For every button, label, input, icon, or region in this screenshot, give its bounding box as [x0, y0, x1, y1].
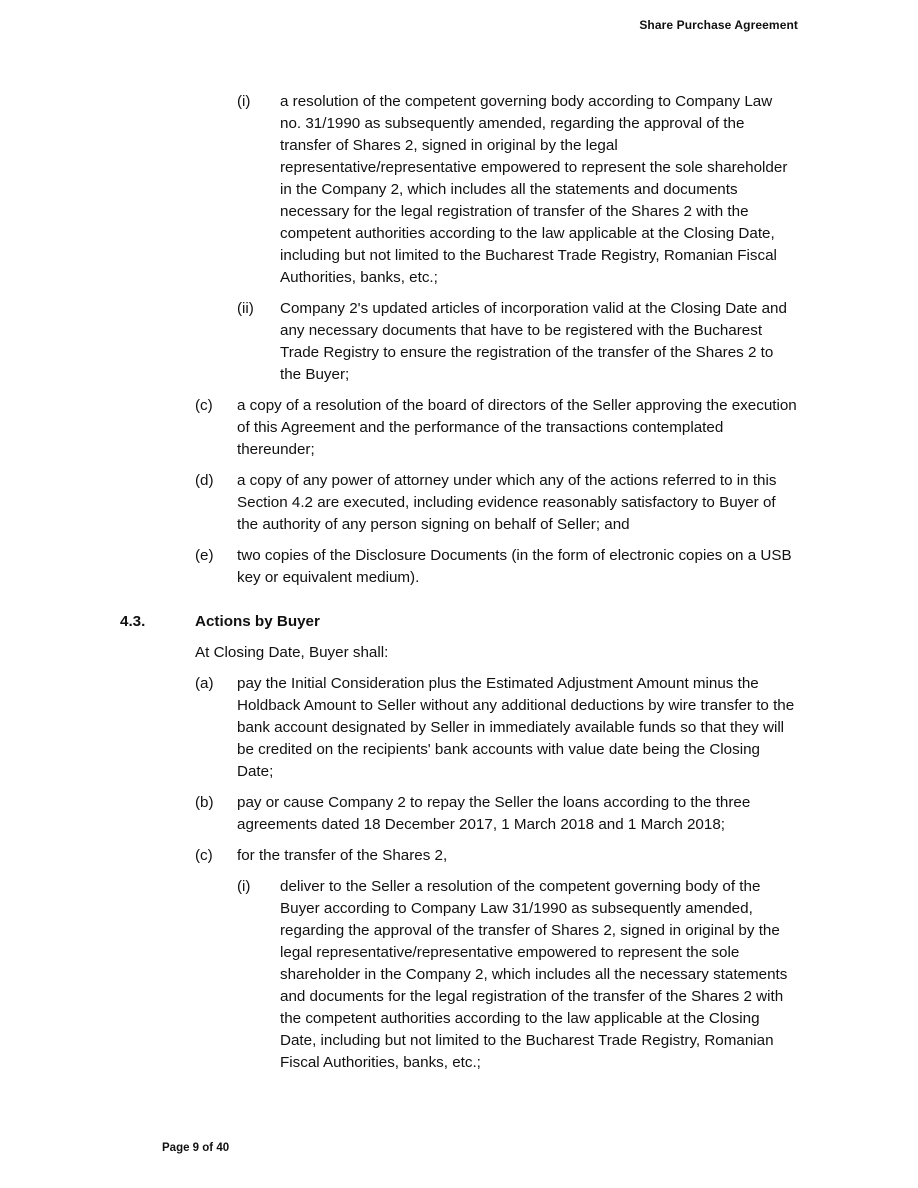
item-label: (e): [195, 547, 214, 564]
item-label: (a): [195, 675, 214, 692]
list-item: [195, 845, 800, 867]
item-text: for the transfer of the Shares 2,: [237, 847, 448, 864]
list-item: [195, 395, 800, 461]
document-header: Share Purchase Agreement: [639, 18, 798, 32]
item-text: pay or cause Company 2 to repay the Seller the loans according to the three agreements dated 18 December 2017, 1 March 2018 and 1 March 2018;: [237, 794, 751, 833]
item-text: a copy of a resolution of the board of directors of the Seller approving the execution of this Agreement and the performance of the transactions contemplated thereunder;: [237, 397, 797, 458]
list-item: [195, 673, 800, 783]
item-label: (c): [195, 847, 213, 864]
page-number: Page 9 of 40: [162, 1142, 230, 1154]
item-text: a copy of any power of attorney under which any of the actions referred to in this Section 4.2 are executed, including evidence reasonably satisfactory to Buyer of the authority of any person signing on behalf of Seller; and: [237, 472, 777, 533]
section-title: Actions by Buyer: [195, 613, 320, 630]
item-label: (i): [237, 93, 251, 110]
item-label: (c): [195, 397, 213, 414]
item-label: (i): [237, 878, 251, 895]
section-intro: At Closing Date, Buyer shall:: [195, 644, 389, 661]
list-item: [237, 876, 797, 1074]
section-number: 4.3.: [120, 613, 146, 630]
item-label: (b): [195, 794, 214, 811]
item-text: two copies of the Disclosure Documents (in the form of electronic copies on a USB key or equivalent medium).: [237, 547, 792, 586]
list-item: [195, 792, 800, 836]
item-label: (d): [195, 472, 214, 489]
list-item: [195, 470, 800, 536]
item-text: a resolution of the competent governing body according to Company Law no. 31/1990 as subsequently amended, regarding the approval of the transfer of Shares 2, signed in original by the legal representative/representative empowered to represent the sole shareholder in the Company 2, which includes all the statements and documents necessary for the legal registration of transfer of the Shares 2 with the competent authorities according to the law applicable at the Closing Date, including but not limited to the Bucharest Trade Registry, Romanian Fiscal Authorities, banks, etc.;: [280, 93, 788, 286]
item-text: Company 2's updated articles of incorporation valid at the Closing Date and any necessary documents that have to be registered with the Bucharest Trade Registry to ensure the registration of the transfer of the Shares 2 to the Buyer;: [280, 300, 787, 383]
item-text: deliver to the Seller a resolution of the competent governing body of the Buyer according to Company Law 31/1990 as subsequently amended, regarding the approval of the transfer of Shares 2, signed in original by the legal representative/representative empowered to represent the sole shareholder in the Company 2, which includes all the necessary statements and documents for the legal registration of the transfer of the Shares 2 with the competent authorities according to the law applicable at the Closing Date, including but not limited to the Bucharest Trade Registry, Romanian Fiscal Authorities, banks, etc.;: [280, 878, 788, 1071]
item-label: (ii): [237, 300, 254, 317]
list-item: [237, 91, 797, 289]
list-item: [237, 298, 797, 386]
list-item: [195, 545, 800, 589]
item-text: pay the Initial Consideration plus the Estimated Adjustment Amount minus the Holdback Amount to Seller without any additional deductions by wire transfer to the bank account designated by Seller in immediately available funds so that they will be credited on the recipients' bank accounts with value date being the Closing Date;: [237, 675, 795, 780]
